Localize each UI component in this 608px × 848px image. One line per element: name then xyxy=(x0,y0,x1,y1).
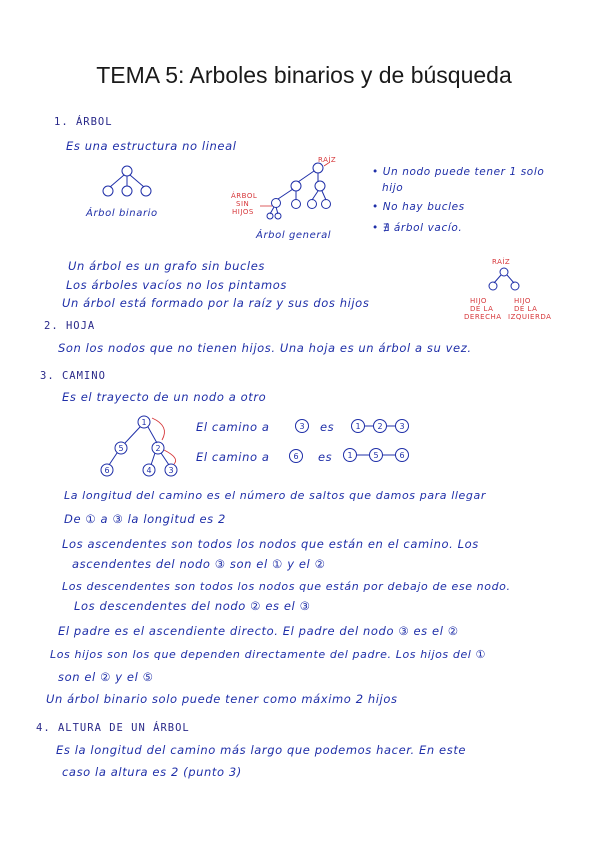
camino-line-9: son el ② y el ⑤ xyxy=(58,670,154,684)
page-title: TEMA 5: Arboles binarios y de búsqueda xyxy=(96,62,512,88)
path1-node-1: 1 xyxy=(355,422,361,431)
leafless-tree-label-line2: SIN xyxy=(236,200,250,208)
section-heading-hoja: 2. HOJA xyxy=(44,320,96,332)
path2-target: 6 xyxy=(293,452,299,461)
left-child-label-2: DE LA xyxy=(514,305,538,313)
path1-text-a: El camino a xyxy=(196,420,270,434)
camino-line-1: La longitud del camino es el número de saltos que damos para llegar xyxy=(64,489,486,502)
section-heading-altura: 4. ALTURA DE UN ÁRBOL xyxy=(36,722,190,734)
path2-text-b: es xyxy=(318,450,333,464)
root-children-diagram xyxy=(484,266,524,292)
path2-node-5: 5 xyxy=(373,451,379,460)
left-child-label-3: IZQUIERDA xyxy=(508,313,552,321)
bullet-no-empty-tree: • ∄ árbol vacío. xyxy=(372,222,463,234)
section-heading-arbol: 1. ÁRBOL xyxy=(54,116,113,128)
left-child-label-1: HIJO xyxy=(514,297,531,305)
camino-line-2: De ① a ③ la longitud es 2 xyxy=(64,512,226,526)
arbol-line-2: Los árboles vacíos no los pintamos xyxy=(66,278,287,292)
small-root-label: RAÍZ xyxy=(492,258,511,266)
camino-line-4: ascendentes del nodo ③ son el ① y el ② xyxy=(72,557,326,571)
numbered-tree-diagram xyxy=(98,412,188,482)
general-tree-caption: Árbol general xyxy=(256,230,332,241)
path1-target-circle xyxy=(294,418,310,434)
tree-node-3: 3 xyxy=(168,466,174,475)
camino-line-7: El padre es el ascendiente directo. El padre del nodo ③ es el ② xyxy=(58,624,459,638)
right-child-label-1: HIJO xyxy=(470,297,487,305)
binary-tree-caption: Árbol binario xyxy=(86,208,158,219)
path1-sequence xyxy=(350,418,414,434)
leafless-tree-label-line1: ÁRBOL xyxy=(231,192,258,200)
bullet-one-child-cont: hijo xyxy=(382,182,404,194)
altura-line-1: Es la longitud del camino más largo que podemos hacer. En este xyxy=(56,743,467,757)
arbol-line-3: Un árbol está formado por la raíz y sus dos hijos xyxy=(62,296,370,310)
path1-text-b: es xyxy=(320,420,335,434)
arbol-line-1: Un árbol es un grafo sin bucles xyxy=(68,259,265,273)
tree-node-1: 1 xyxy=(141,418,147,427)
altura-line-2: caso la altura es 2 (punto 3) xyxy=(62,765,242,779)
camino-intro: Es el trayecto de un nodo a otro xyxy=(62,390,267,404)
right-child-label-3: DERECHA xyxy=(464,313,502,321)
general-tree-diagram xyxy=(262,160,342,220)
tree-node-6: 6 xyxy=(104,466,110,475)
hoja-text: Son los nodos que no tienen hijos. Una hoja es un árbol a su vez. xyxy=(58,341,472,355)
camino-line-8: Los hijos son los que dependen directamente del padre. Los hijos del ① xyxy=(50,648,487,661)
path2-node-6: 6 xyxy=(399,451,405,460)
tree-node-2: 2 xyxy=(155,444,161,453)
general-root-label: RAÍZ xyxy=(318,156,337,164)
right-child-label-2: DE LA xyxy=(470,305,494,313)
path2-node-1: 1 xyxy=(347,451,353,460)
camino-line-10: Un árbol binario solo puede tener como máximo 2 hijos xyxy=(46,692,398,706)
camino-line-3: Los ascendentes son todos los nodos que están en el camino. Los xyxy=(62,537,479,551)
camino-line-6: Los descendentes del nodo ② es el ③ xyxy=(74,599,311,613)
tree-node-5: 5 xyxy=(118,444,124,453)
path1-node-2: 2 xyxy=(377,422,383,431)
binary-tree-diagram xyxy=(94,162,164,212)
section-heading-camino: 3. CAMINO xyxy=(40,370,106,382)
camino-line-5: Los descendentes son todos los nodos que están por debajo de ese nodo. xyxy=(62,580,511,593)
path1-node-3: 3 xyxy=(399,422,405,431)
path2-target-circle xyxy=(288,448,304,464)
path1-target: 3 xyxy=(299,422,305,431)
leafless-tree-label-line3: HIJOS xyxy=(232,208,254,216)
path2-sequence xyxy=(342,447,414,463)
path2-text-a: El camino a xyxy=(196,450,270,464)
bullet-no-loops: • No hay bucles xyxy=(372,201,465,213)
arbol-intro: Es una estructura no lineal xyxy=(66,139,237,153)
tree-node-4: 4 xyxy=(146,466,152,475)
bullet-one-child: • Un nodo puede tener 1 solo xyxy=(372,166,545,178)
